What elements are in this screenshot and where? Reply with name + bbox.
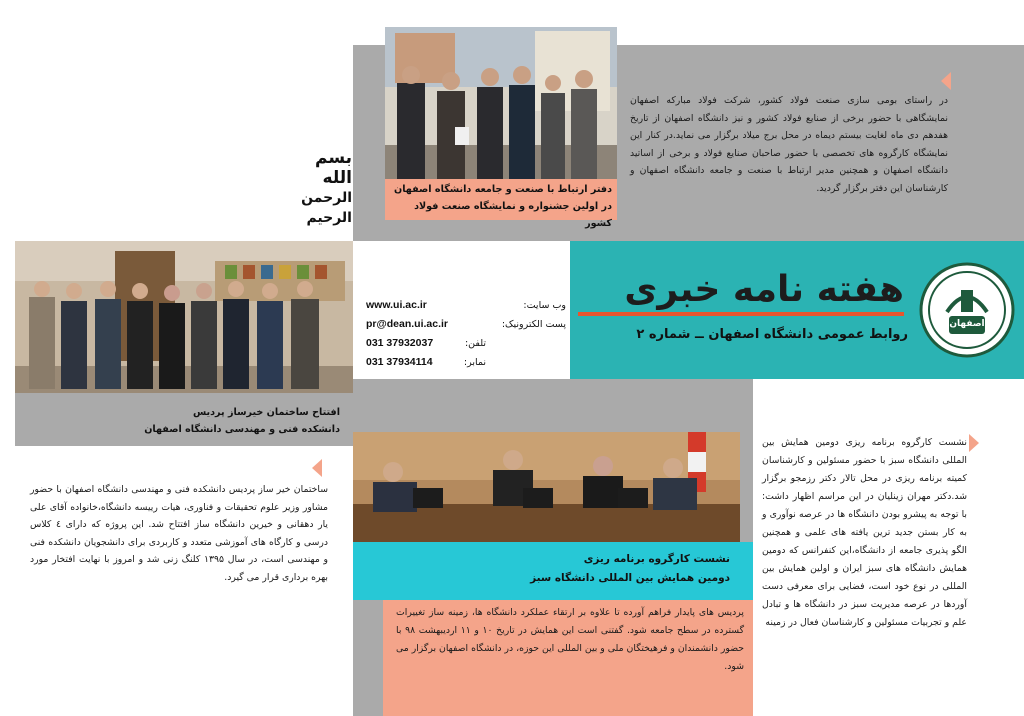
calligraphy-line-1: بسم: [314, 148, 352, 168]
building-caption-line2: دانشکده فنی و مهندسی دانشگاه اصفهان: [144, 424, 340, 435]
website-link[interactable]: www.ui.ac.ir: [366, 299, 427, 311]
page-subtitle: روابط عمومی دانشگاه اصفهان ــ شماره ۲: [636, 327, 908, 342]
building-caption: [22, 404, 340, 438]
page-title: هفته نامه خبری: [624, 269, 904, 310]
building-photo: [15, 241, 353, 393]
contact-website-row: [366, 296, 566, 315]
contact-phone-row: [366, 334, 486, 353]
calligraphy-line-3: الرحمن: [301, 190, 352, 206]
conference-caption-line1: نشست کارگروه برنامه ریزی: [583, 553, 730, 565]
building-caption-line1: افتتاح ساختمان خیرساز پردیس: [192, 407, 340, 418]
logo-emblem-icon: [919, 262, 1015, 358]
steel-photo-image: [385, 27, 617, 179]
calligraphy-line-4: الرحیم: [306, 210, 352, 226]
conference-arrow-icon: [969, 434, 979, 452]
website-label: وب سایت:: [523, 300, 566, 311]
conference-caption-line2: دومین همایش بین المللی دانشگاه سبز: [530, 572, 730, 584]
steel-arrow-icon: [941, 72, 951, 90]
title-underline: [578, 312, 904, 316]
steel-body-text: در راستای بومی سازی صنعت فولاد کشور، شرکت فولاد مبارکه اصفهان نمایشگاهی با حضور برخی از صنایع فولاد کشور و نیز دانشگاه اصفهان از تاریخ هفدهم دی ماه لغایت بیستم دیماه در محل برج میلاد برگزار می نماید.در کنار این نمایشگاه کارگروه های تخصصی با حضور صاحبان صنایع فولاد و برخی از اساتید دانشگاه اصفهان و همچنین مدیر ارتباط با صنعت و جامعه دانشگاه اصفهان و کارشناسان این دفتر برگزار گردید.: [630, 95, 948, 194]
email-label: پست الکترونیک:: [501, 319, 566, 330]
conference-caption: [400, 550, 730, 588]
steel-caption: [392, 181, 612, 232]
conference-body-text: نشست کارگروه برنامه ریزی دومین همایش بین المللی دانشگاه سبز با حضور مسئولین و کارشناسان کمیته برنامه ریزی در محل تالار دکتر رزمجو برگزار شد.دکتر مهران زینلیان در این مراسم اظهار داشت: با توجه به پیشرو بودن دانشگاه ها در عرصه نوآوری و به کار بستن جدید ترین یافته های علمی و همچنین الگو پذیری جامعه از دانشگاه،این کنفرانس که دومین همایش دانشگاه های سبز ایران و اولین همایش بین المللی در نوع خود است، فضایی برای معرفی دست آوردها در عرصه مدیریت سبز در دانشگاه ها و تبادل علم و تجربیات مسئولین و کارشناسان فعال در زمینه: [762, 437, 967, 628]
email-link[interactable]: pr@dean.ui.ac.ir: [366, 318, 449, 330]
building-arrow-icon: [312, 459, 322, 477]
contact-fax-row: [366, 353, 486, 372]
bismillah-calligraphy: [290, 148, 352, 228]
contact-info: [366, 296, 566, 372]
phone-label: تلفن:: [464, 338, 486, 349]
fax-value: 031 37934114: [366, 356, 433, 368]
conference-photo: [353, 432, 740, 542]
calligraphy-line-2: الله: [322, 168, 352, 188]
isfahan-university-logo: [919, 262, 1015, 358]
phone-value: 031 37932037: [366, 337, 434, 349]
fax-label: نمابر:: [463, 357, 486, 368]
steel-photo: [385, 27, 617, 179]
logo-text: اصفهان: [949, 319, 985, 329]
building-photo-image: [15, 241, 353, 393]
steel-caption-line2: در اولین جشنواره و نمایشگاه صنعت فولاد کشور: [414, 201, 612, 229]
building-body-text: ساختمان خیر ساز پردیس دانشکده فنی و مهندسی دانشگاه اصفهان با حضور مشاور وزیر علوم تحقیقات و فناوری، هیات رییسه دانشگاه،خانواده آقای علی یار دهقانی و خیرین دانشگاه ساز افتتاح شد. این پروژه که دارای ٤ کلاس درسی و کارگاه های آموزشی متعدد و کاربردی برای دانشجویان دانشکده فنی و مهندسی است، در سال ۱۳۹۵ کلنگ زنی شد و امروز با نهایت افتخار مورد بهره برداری قرار می گیرد.: [30, 484, 329, 583]
conference-photo-image: [353, 432, 740, 542]
conference-body-continued: پردیس های پایدار فراهم آورده تا علاوه بر ارتقاء عملکرد دانشگاه ها، زمینه ساز تغییرات گسترده در سطح جامعه شود. گفتنی است این همایش در تاریخ ۱۰ و ۱۱ اردیبهشت ۹۸ با حضور دانشمندان و فرهیختگان ملی و بین المللی این حوزه، در دانشگاه اصفهان برگزار می شود.: [396, 607, 744, 672]
steel-caption-line1: دفتر ارتباط با صنعت و جامعه دانشگاه اصفهان: [394, 184, 612, 195]
contact-email-row: [366, 315, 566, 334]
